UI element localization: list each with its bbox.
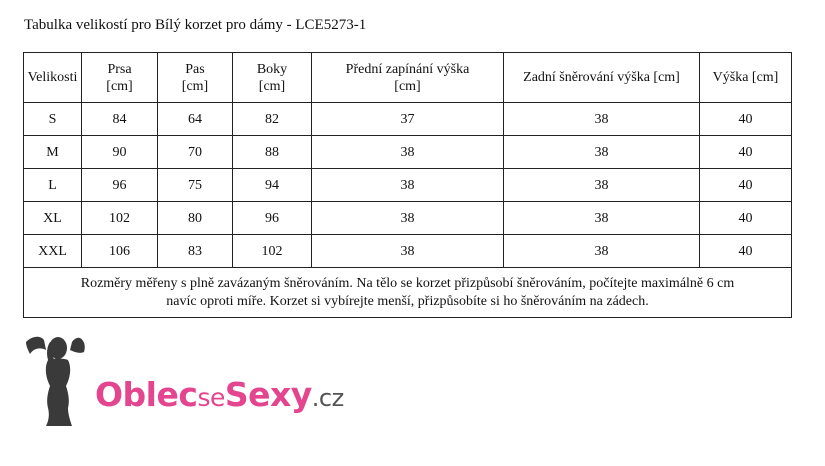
cell-hips: 82	[233, 103, 312, 136]
cell-size: M	[24, 136, 82, 169]
header-height: Výška [cm]	[700, 53, 792, 103]
cell-bust: 84	[82, 103, 158, 136]
cell-size: S	[24, 103, 82, 136]
cell-size: XL	[24, 202, 82, 235]
cell-height: 40	[700, 202, 792, 235]
cell-size: L	[24, 169, 82, 202]
cell-bust: 96	[82, 169, 158, 202]
table-header-row	[24, 53, 792, 103]
cell-front-height: 38	[312, 202, 504, 235]
brand-wordmark	[95, 375, 344, 414]
note-line-1: Rozměry měřeny s plně zavázaným šněrováním. Na tělo se korzet přizpůsobí šněrováním, počítejte maximálně 6 cm	[80, 275, 735, 291]
cell-hips: 102	[233, 235, 312, 268]
logo-part-sexy: Sexy	[224, 375, 312, 414]
table-note-row	[24, 268, 792, 318]
logo-part-oblec: Oblec	[95, 375, 198, 414]
cell-hips: 96	[233, 202, 312, 235]
cell-hips: 88	[233, 136, 312, 169]
header-hips: Boky [cm]	[233, 53, 312, 103]
table-row	[24, 103, 792, 136]
cell-waist: 83	[158, 235, 233, 268]
cell-height: 40	[700, 235, 792, 268]
cell-back-height: 38	[504, 202, 700, 235]
cell-back-height: 38	[504, 235, 700, 268]
cell-front-height: 38	[312, 235, 504, 268]
table-row	[24, 202, 792, 235]
table-row	[24, 235, 792, 268]
cell-waist: 70	[158, 136, 233, 169]
note-line-2: navíc oproti míře. Korzet si vybírejte menší, přizpůsobíte si ho šněrováním na zádech.	[166, 293, 649, 309]
cell-back-height: 38	[504, 169, 700, 202]
brand-logo	[22, 334, 352, 426]
table-row	[24, 136, 792, 169]
cell-bust: 106	[82, 235, 158, 268]
cell-waist: 80	[158, 202, 233, 235]
page-title: Tabulka velikostí pro Bílý korzet pro dámy - LCE5273-1	[24, 17, 367, 33]
cell-hips: 94	[233, 169, 312, 202]
logo-part-domain: .cz	[311, 384, 344, 412]
cell-size: XXL	[24, 235, 82, 268]
cell-bust: 90	[82, 136, 158, 169]
logo-part-se: se	[197, 383, 225, 412]
cell-height: 40	[700, 169, 792, 202]
cell-front-height: 37	[312, 103, 504, 136]
woman-silhouette-icon	[22, 334, 88, 426]
header-front-closure-height: Přední zapínání výška [cm]	[312, 53, 504, 103]
cell-back-height: 38	[504, 103, 700, 136]
cell-back-height: 38	[504, 136, 700, 169]
header-back-lacing-height: Zadní šněrování výška [cm]	[504, 53, 700, 103]
cell-front-height: 38	[312, 169, 504, 202]
size-table	[23, 52, 792, 318]
cell-waist: 75	[158, 169, 233, 202]
cell-bust: 102	[82, 202, 158, 235]
header-waist: Pas [cm]	[158, 53, 233, 103]
cell-front-height: 38	[312, 136, 504, 169]
cell-waist: 64	[158, 103, 233, 136]
header-size: Velikosti	[24, 53, 82, 103]
cell-height: 40	[700, 136, 792, 169]
measurement-note	[24, 268, 792, 318]
table-row	[24, 169, 792, 202]
cell-height: 40	[700, 103, 792, 136]
header-bust: Prsa [cm]	[82, 53, 158, 103]
